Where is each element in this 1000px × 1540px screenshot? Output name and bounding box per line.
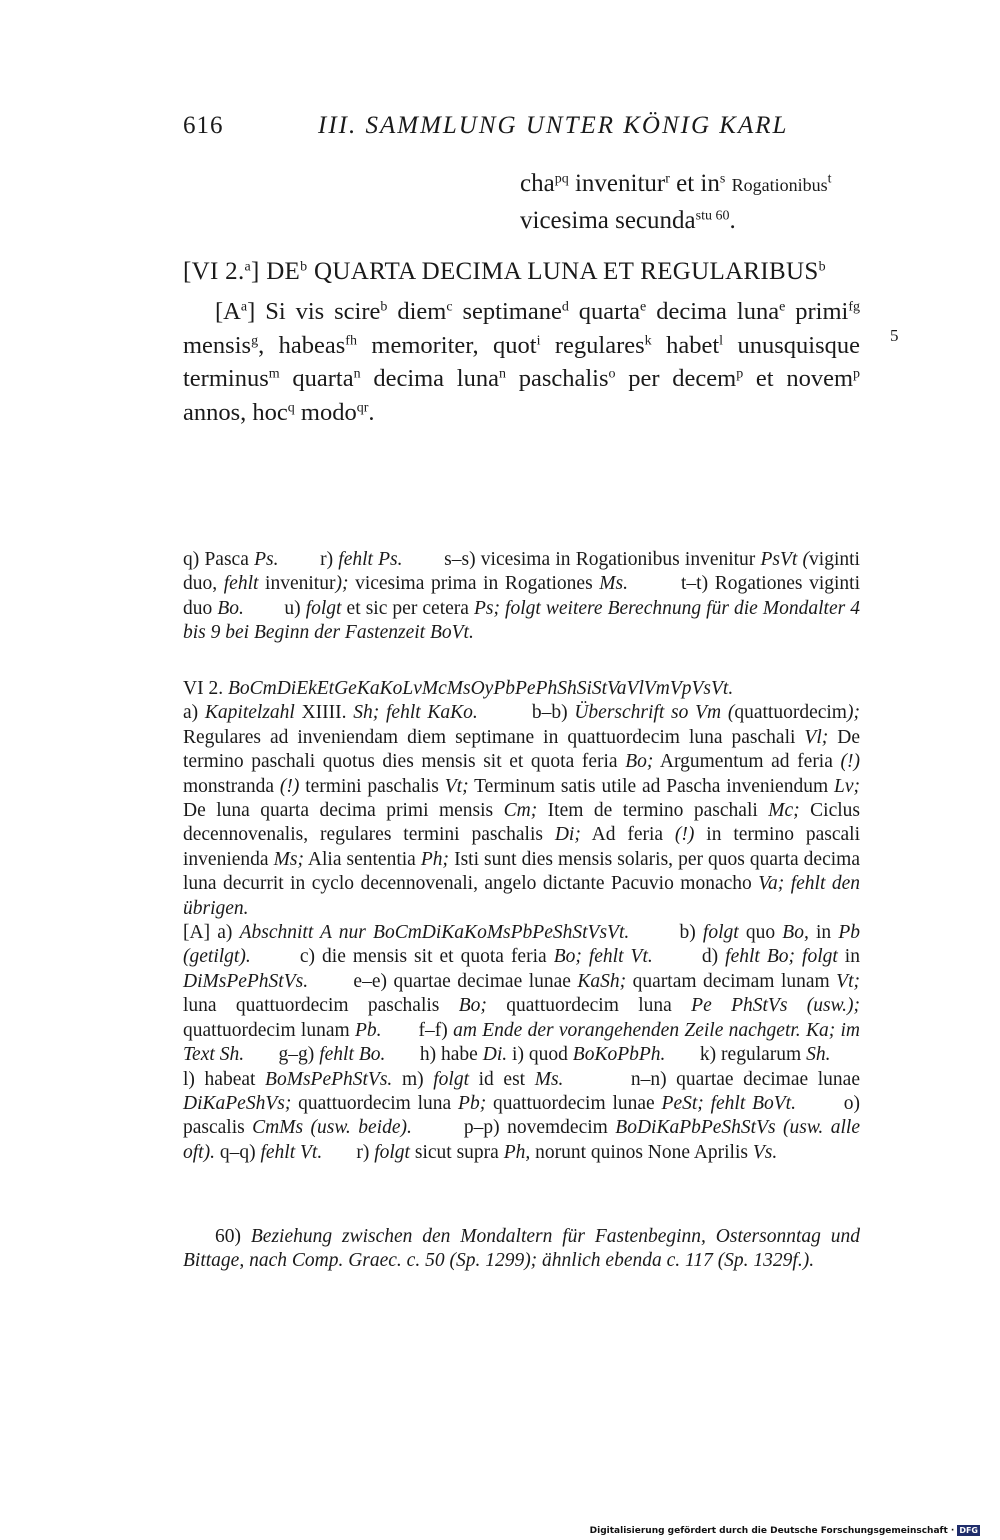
continuation-text: cha$^{pq}$ invenitur$^r$ et $in^s$ Rogationibus$^t$ vicesima secunda$^{stu 60}$. [520,170,832,234]
apparatus-previous-section: q) Pasca Ps. r) fehlt Ps. s–s) vicesima in Rogationibus invenitur PsVt (viginti duo, fehlt invenitur); vicesima prima in Rogationes Ms. t–t) Rogationes viginti duo Bo. u) folgt et sic per cetera Ps; folgt weitere Berechnung für die Mondalter 4 bis 9 bei Beginn der Fastenzeit BoVt. [183,549,861,644]
footer-funding-note: Digitalisierung gefördert durch die Deutsche Forschungsgemeinschaft · DFG [589,1525,978,1536]
running-head-title: III. SAMMLUNG UNTER KÖNIG KARL [318,112,789,139]
dfg-logo: DFG [959,1526,978,1535]
margin-line-number: 5 [890,326,899,345]
apparatus-section-vi-2: VI 2. BoCmDiEkEtGeKaKoLvMcMsOyPbPePhShSiStVaVlVmVpVsVt. a) Kapitelzahl XIIII. Sh; fehlt KaKo. b–b) Überschrift so Vm (quattuordecim); Regulares ad inveniendam diem septimane in quattuordecim luna paschali Vl; De termino paschali quotus dies mensis sit et quota feria Bo; Argumentum ad feria (!) monstranda (!) termini paschalis Vt; Terminum satis utile ad Pascha inveniendum Lv; De luna quarta decima primi mensis Cm; Item de termino paschali Mc; Ciclus decennovenalis, regulares termini paschalis Di; Ad feria (!) in termino pascali invenienda Ms; Alia sententia Ph; Isti sunt dies mensis solaris, per quos quarta decima luna decurrit in cyclo decennovenali, angelo dictante Pacuvio monacho Va; fehlt den übrigen. [A] a) Abschnitt A nur BoCmDiKaKoMsPbPeShStVsVt. b) folgt quo Bo, in Pb (getilgt). c) die mensis sit et quota feria Bo; fehlt Vt. d) fehlt Bo; folgt in DiMsPePhStVs. e–e) quartae decimae lunae KaSh; quartam decimam lunam Vt; luna quattuordecim paschalis Bo; quattuordecim luna Pe PhStVs (usw.); quattuordecim lunam Pb. f–f) am Ende der vorangehenden Zeile nachgetr. Ka; im Text Sh. g–g) fehlt Bo. h) habe Di. i) quod BoKoPbPh. k) regularum Sh. l) habeat BoMsPePhStVs. m) folgt id est Ms. n–n) quartae decimae lunae DiKaPeShVs; quattuordecim luna Pb; quattuordecim lunae PeSt; fehlt BoVt. o) pascalis CmMs (usw. beide). p–p) novemdecim BoDiKaPbPeShStVs (usw. alle oft). q–q) fehlt Vt. r) folgt sicut supra Ph, norunt quinos None Aprilis Vs. [183,678,861,1163]
main-text-paragraph: $[A^a]$ Si vis scire$^b$ diem$^c$ septimane$^d$ quarta$^e$ decima luna$^e$ primi$^{fg}$ mensis$^g$, habeas$^{fh}$ memoriter, quot$^i$ regulares$^k$ habet$^l$ unusquisque terminus$^m$ quarta$^n$ decima luna$^n$ paschalis$^o$ per decem$^p$ et novem$^p$ annos, hoc$^q$ modo$^{qr}$. [183,298,861,426]
footer-text: Digitalisierung gefördert durch die Deutsche Forschungsgemeinschaft [589,1525,948,1536]
section-heading: [VI 2.$^a$] $DE^b$ QUARTA DECIMA LUNA ET REGULARIBUS$^b$ [183,258,826,285]
page-number: 616 [183,112,224,139]
footnote-60: 60) Beziehung zwischen den Mondaltern für Fastenbeginn, Ostersonntag und Bittage, nach Comp. Graec. c. 50 (Sp. 1299); ähnlich ebenda c. 117 (Sp. 1329f.). [183,1226,860,1272]
running-head [183,112,863,148]
